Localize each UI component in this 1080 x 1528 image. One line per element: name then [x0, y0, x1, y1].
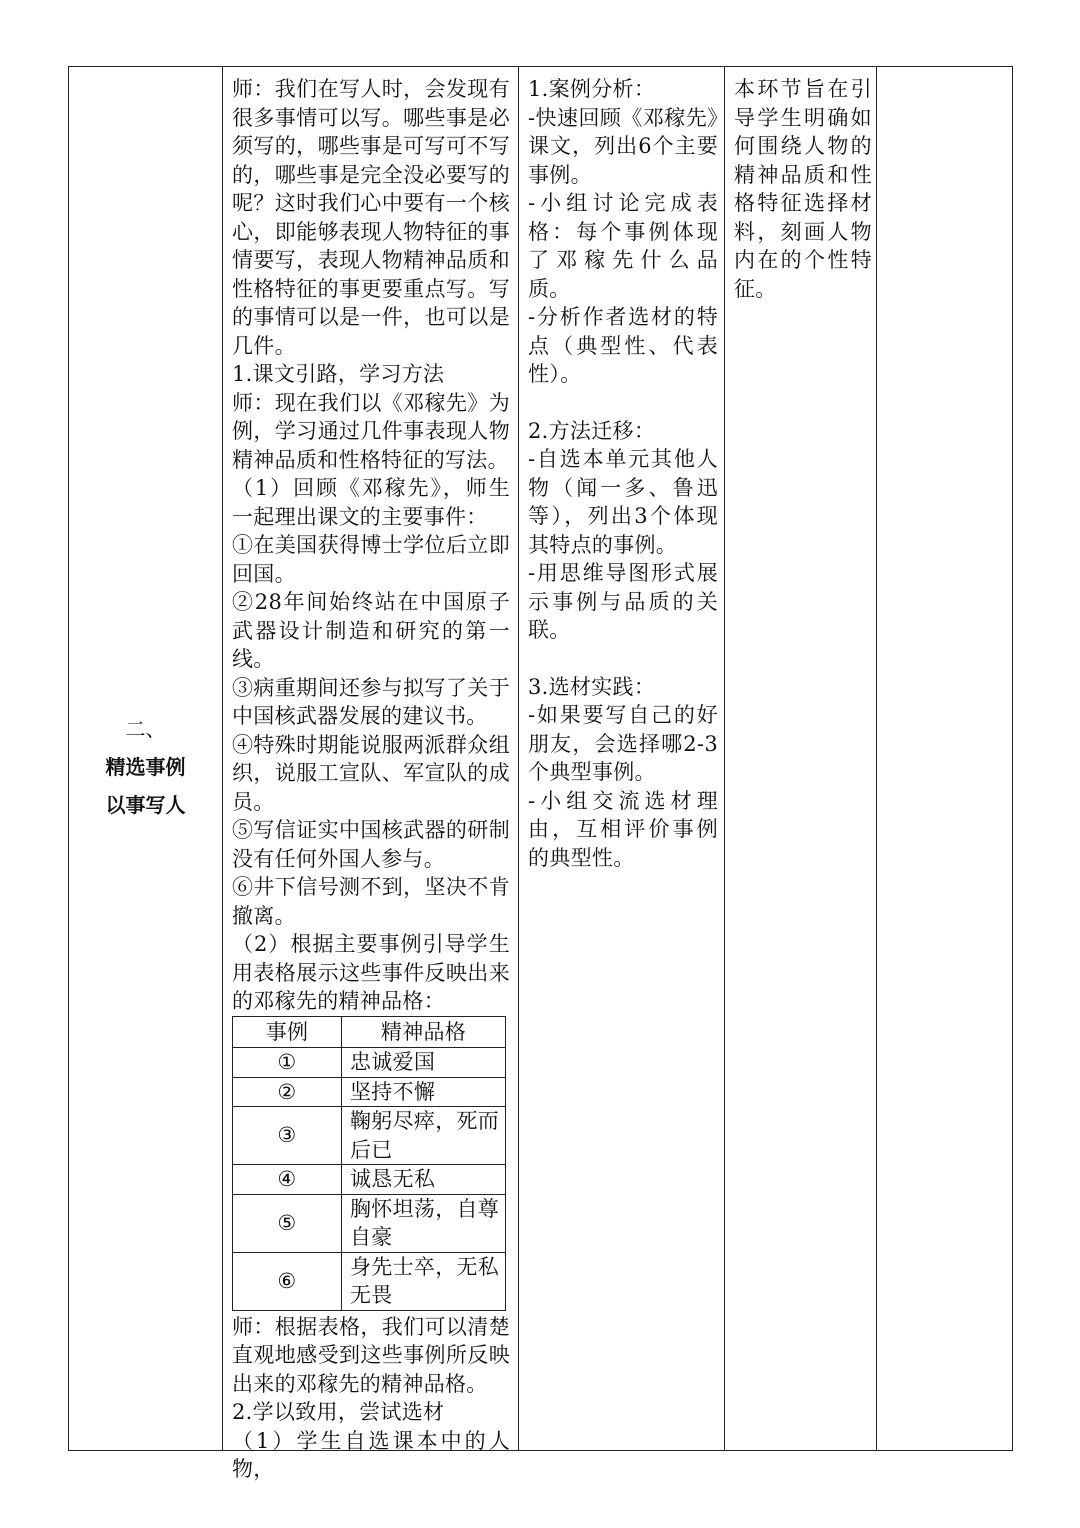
step1-text: 师：现在我们以《邓稼先》为例，学习通过几件事表现人物精神品质和性格特征的写法。 — [232, 390, 510, 472]
step2-sub1: （1）学生自选课本中的人物， — [232, 1428, 510, 1481]
sub-step-2: （2）根据主要事例引导学生用表格展示这些事件反映出来的邓稼先的精神品格： — [232, 932, 510, 1013]
quality-cell: 身先士卒，无私无畏 — [342, 1252, 506, 1310]
event-number: ② — [233, 1077, 342, 1107]
event-item: ④特殊时期能说服两派群众组织，说服工宣队、军宣队的成员。 — [232, 732, 510, 814]
section3-title: 3.选材实践： — [528, 674, 656, 699]
after-table-text: 师：根据表格，我们可以清楚直观地感受到这些事例所反映出来的邓稼先的精神品格。 — [232, 1314, 510, 1396]
column-divider — [724, 66, 725, 1451]
column-divider — [876, 66, 877, 1451]
teacher-intro: 师：我们在写人时，会发现有很多事情可以写。哪些事是必须写的，哪些事是可写可不写的，哪些事是完全没必要写的呢？这时我们心中要有一个核心，即能够表现人物特征的事情要写，表现人物精神品质和性格特征的事更要重点写。写的事情可以是一件，也可以是几件。 — [232, 77, 510, 358]
table-row — [233, 1252, 506, 1310]
event-item: ③病重期间还参与拟写了关于中国核武器发展的建议书。 — [232, 675, 510, 728]
step2-title: 2.学以致用，尝试选材 — [232, 1400, 445, 1424]
event-number: ① — [233, 1048, 342, 1078]
spacer — [528, 389, 718, 417]
table-row — [233, 1165, 506, 1195]
event-number: ⑥ — [233, 1252, 342, 1310]
stage-number: 二、 — [125, 717, 166, 741]
quality-cell: 坚持不懈 — [342, 1077, 506, 1107]
table-row — [233, 1077, 506, 1107]
quality-cell: 胸怀坦荡，自尊自豪 — [342, 1194, 506, 1252]
stage-cell — [69, 710, 222, 824]
teacher-activity-cell — [232, 66, 510, 1481]
quality-cell: 诚恳无私 — [342, 1165, 506, 1195]
section2-item: -自选本单元其他人物（闻一多、鲁迅等），列出3个体现其特点的事例。 — [528, 447, 718, 557]
event-item: ⑥井下信号测不到，坚决不肯撤离。 — [232, 875, 510, 928]
header-quality: 精神品格 — [342, 1016, 506, 1048]
event-number: ③ — [233, 1107, 342, 1165]
event-number: ④ — [233, 1165, 342, 1195]
event-item: ②28年间始终站在中国原子武器设计制造和研究的第一线。 — [232, 590, 510, 671]
qualities-table-header — [233, 1016, 506, 1048]
sub-step-1: （1）回顾《邓稼先》，师生一起理出课文的主要事件： — [232, 476, 510, 529]
design-intent-cell — [734, 66, 872, 1450]
table-row — [233, 1048, 506, 1078]
section2-item: -用思维导图形式展示事例与品质的关联。 — [528, 561, 718, 642]
quality-cell: 忠诚爱国 — [342, 1048, 506, 1078]
section3-item: -如果要写自己的好朋友，会选择哪2-3个典型事例。 — [528, 703, 718, 784]
section1-title: 1.案例分析： — [528, 77, 656, 101]
table-row — [233, 1107, 506, 1165]
section3-item: -小组交流选材理由，互相评价事例的典型性。 — [528, 788, 718, 870]
section2-title: 2.方法迁移： — [528, 418, 656, 443]
quality-cell: 鞠躬尽瘁，死而后已 — [342, 1107, 506, 1165]
event-item: ①在美国获得博士学位后立即回国。 — [232, 533, 510, 586]
section1-item: -小组讨论完成表格：每个事例体现了邓稼先什么品质。 — [528, 191, 718, 301]
event-number: ⑤ — [233, 1194, 342, 1252]
column-divider — [222, 66, 223, 1451]
stage-title-line1: 精选事例 — [105, 755, 186, 779]
section1-item: -分析作者选材的特点（典型性、代表性）。 — [528, 305, 718, 386]
student-activity-cell — [528, 66, 718, 1450]
column-divider — [518, 66, 519, 1451]
step1-title: 1.课文引路，学习方法 — [232, 362, 445, 386]
spacer — [528, 645, 718, 673]
design-intent-text: 本环节旨在引导学生明确如何围绕人物的精神品质和性格特征选择材料，刻画人物内在的个性特征。 — [734, 77, 872, 301]
header-event: 事例 — [233, 1016, 342, 1048]
notes-cell — [886, 66, 1006, 1450]
stage-title-line2: 以事写人 — [105, 793, 186, 817]
event-item: ⑤写信证实中国核武器的研制没有任何外国人参与。 — [232, 818, 510, 871]
section1-item: -快速回顾《邓稼先》课文，列出6个主要事例。 — [528, 105, 718, 187]
table-row — [233, 1194, 506, 1252]
qualities-table — [232, 1016, 506, 1311]
